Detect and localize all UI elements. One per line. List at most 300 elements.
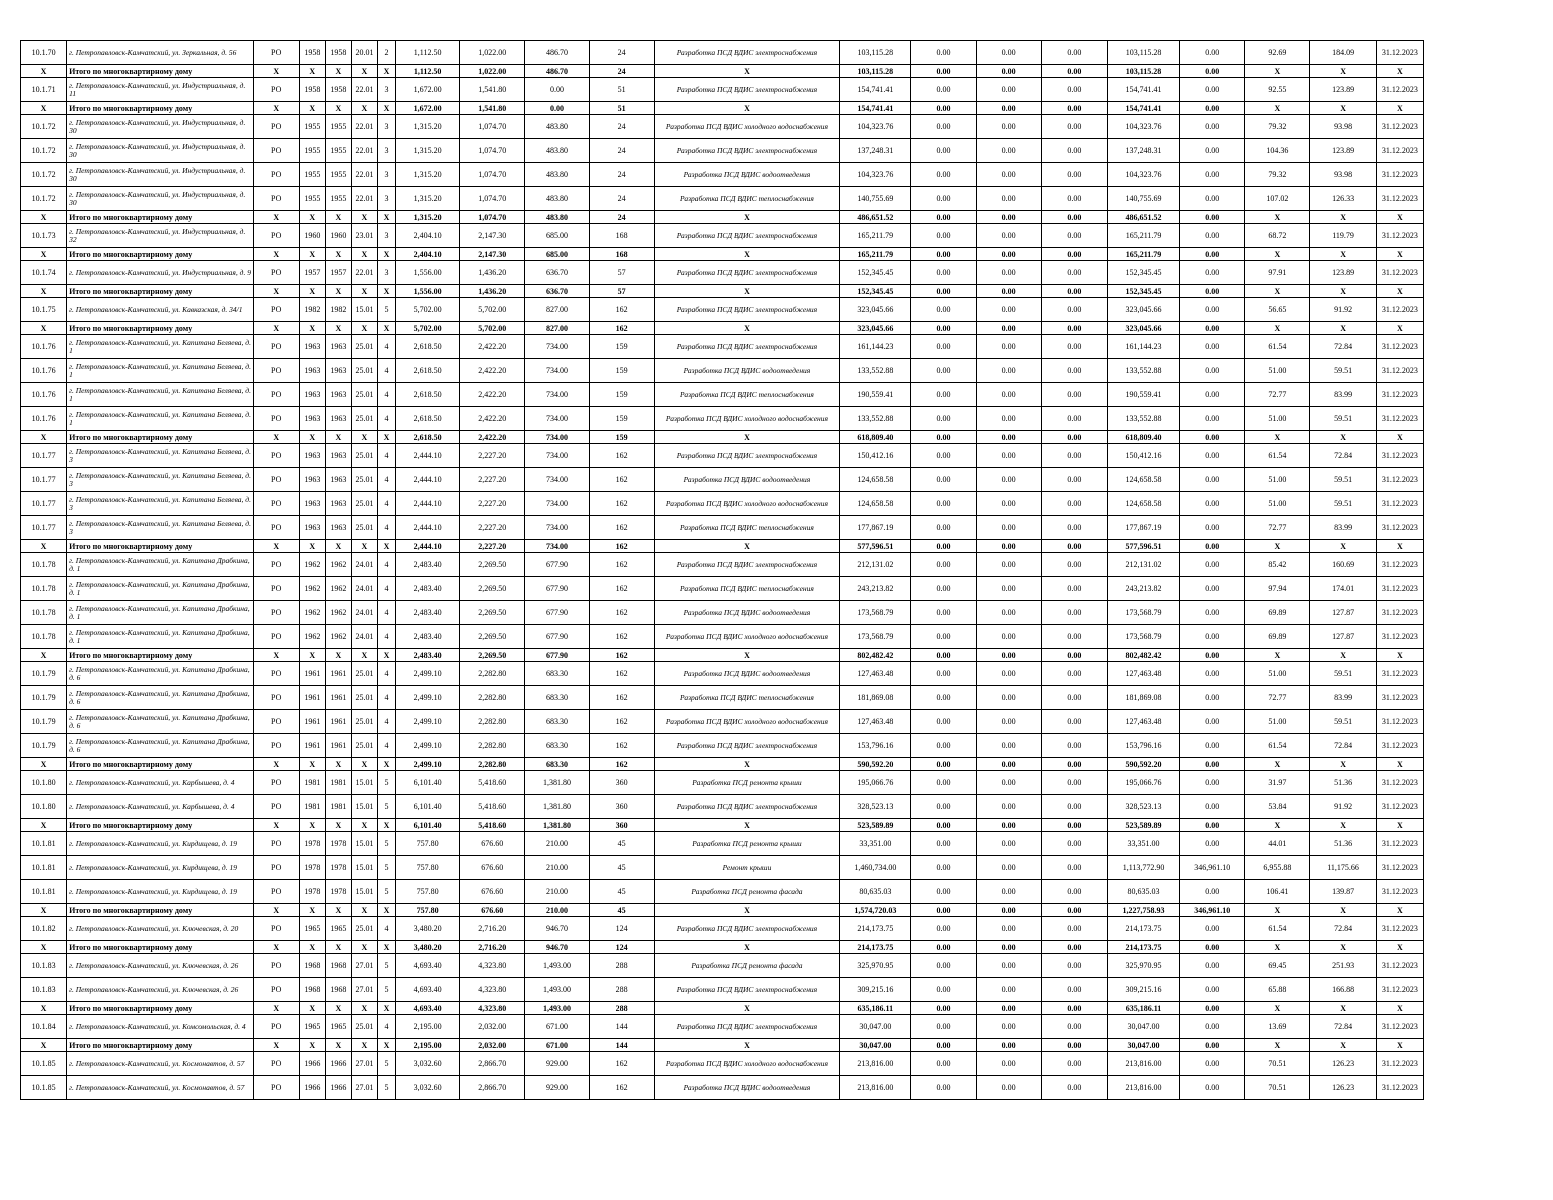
- cell-year-commissioned: 1957: [325, 261, 351, 285]
- cell-completion-date: 31.12.2023: [1376, 359, 1423, 383]
- cell-cost-federal: 0.00: [911, 78, 976, 102]
- cell-ownership-form: РО: [253, 601, 299, 625]
- cell-ownership-form: РО: [253, 335, 299, 359]
- cell-ownership-form: X: [253, 649, 299, 662]
- cell-year-commissioned: X: [325, 431, 351, 444]
- cell-cost-municipal: 0.00: [1041, 41, 1107, 65]
- cell-cost-other: 0.00: [1180, 65, 1245, 78]
- cell-completion-date: X: [1376, 322, 1423, 335]
- cell-common-area: 734.00: [525, 431, 589, 444]
- cell-cost-municipal: 0.00: [1041, 625, 1107, 649]
- cell-year-commissioned: 1963: [325, 407, 351, 431]
- table-row: [21, 335, 1424, 359]
- cell-floors: 4: [377, 710, 395, 734]
- cell-address: г. Петропавловск-Камчатский, ул. Карбышева, д. 4: [67, 771, 254, 795]
- cell-cost-owners: 152,345.45: [1107, 261, 1179, 285]
- cell-completion-date: 31.12.2023: [1376, 880, 1423, 904]
- cell-total-cost: 127,463.48: [840, 710, 911, 734]
- cell-address: Итого по многоквартирному дому: [67, 941, 254, 954]
- cell-work-type: Разработка ПСД ВДИС холодного водоснабжения: [654, 492, 840, 516]
- cell-ownership-form: РО: [253, 917, 299, 941]
- cell-address: Итого по многоквартирному дому: [67, 819, 254, 832]
- cell-cost-owners: 173,568.79: [1107, 625, 1179, 649]
- cell-address: г. Петропавловск-Камчатский, ул. Индустриальная, д. 30: [67, 187, 254, 211]
- cell-year-built: X: [299, 322, 325, 335]
- cell-wall-material: 25.01: [351, 492, 377, 516]
- cell-cost-municipal: 0.00: [1041, 1039, 1107, 1052]
- cell-cost-other: 0.00: [1180, 163, 1245, 187]
- cell-address: Итого по многоквартирному дому: [67, 649, 254, 662]
- cell-common-area: 734.00: [525, 335, 589, 359]
- cell-work-type: Разработка ПСД ВДИС холодного водоснабжения: [654, 407, 840, 431]
- cell-floors: 4: [377, 516, 395, 540]
- cell-max-unit-cost: 59.51: [1310, 359, 1376, 383]
- cell-row-number: 10.1.85: [21, 1076, 67, 1100]
- cell-year-built: 1955: [299, 115, 325, 139]
- cell-max-unit-cost: 126.23: [1310, 1052, 1376, 1076]
- cell-cost-owners: 133,552.88: [1107, 359, 1179, 383]
- cell-total-cost: 590,592.20: [840, 758, 911, 771]
- cell-cost-other: 0.00: [1180, 978, 1245, 1002]
- table-row: [21, 115, 1424, 139]
- cell-cost-other: 0.00: [1180, 211, 1245, 224]
- cell-year-built: 1957: [299, 261, 325, 285]
- cell-residents: 168: [589, 248, 654, 261]
- cell-cost-federal: 0.00: [911, 540, 976, 553]
- cell-floors: 4: [377, 383, 395, 407]
- cell-year-built: X: [299, 540, 325, 553]
- cell-cost-regional: 0.00: [976, 1002, 1041, 1015]
- cell-residents: 288: [589, 954, 654, 978]
- cell-total-cost: 103,115.28: [840, 41, 911, 65]
- cell-cost-regional: 0.00: [976, 954, 1041, 978]
- cell-residents: 162: [589, 577, 654, 601]
- cell-max-unit-cost: 251.93: [1310, 954, 1376, 978]
- cell-cost-other: 0.00: [1180, 41, 1245, 65]
- cell-cost-municipal: 0.00: [1041, 686, 1107, 710]
- cell-floors: 5: [377, 795, 395, 819]
- cell-common-area: 929.00: [525, 1052, 589, 1076]
- cell-year-built: X: [299, 1039, 325, 1052]
- cell-completion-date: 31.12.2023: [1376, 795, 1423, 819]
- cell-year-built: 1962: [299, 577, 325, 601]
- cell-cost-federal: 0.00: [911, 516, 976, 540]
- cell-cost-federal: 0.00: [911, 662, 976, 686]
- cell-cost-owners: 243,213.82: [1107, 577, 1179, 601]
- cell-floors: 4: [377, 407, 395, 431]
- cell-apartments-area: 5,702.00: [460, 298, 525, 322]
- cell-unit-cost: 72.77: [1245, 383, 1310, 407]
- cell-completion-date: 31.12.2023: [1376, 516, 1423, 540]
- cell-cost-other: 0.00: [1180, 431, 1245, 444]
- cell-cost-regional: 0.00: [976, 322, 1041, 335]
- cell-year-commissioned: X: [325, 540, 351, 553]
- cell-wall-material: X: [351, 248, 377, 261]
- table-row: [21, 795, 1424, 819]
- cell-cost-municipal: 0.00: [1041, 540, 1107, 553]
- cell-address: г. Петропавловск-Камчатский, ул. Ключевская, д. 26: [67, 978, 254, 1002]
- cell-residents: 360: [589, 819, 654, 832]
- cell-cost-federal: 0.00: [911, 224, 976, 248]
- cell-residents: 24: [589, 65, 654, 78]
- cell-total-area: 4,693.40: [396, 978, 460, 1002]
- cell-total-cost: 80,635.03: [840, 880, 911, 904]
- cell-completion-date: 31.12.2023: [1376, 115, 1423, 139]
- cell-wall-material: 22.01: [351, 78, 377, 102]
- cell-row-number: 10.1.75: [21, 298, 67, 322]
- cell-completion-date: 31.12.2023: [1376, 187, 1423, 211]
- cell-residents: 162: [589, 492, 654, 516]
- cell-year-built: X: [299, 102, 325, 115]
- cell-cost-regional: 0.00: [976, 904, 1041, 917]
- cell-apartments-area: 1,074.70: [460, 187, 525, 211]
- cell-unit-cost: X: [1245, 248, 1310, 261]
- cell-completion-date: 31.12.2023: [1376, 662, 1423, 686]
- cell-total-cost: 177,867.19: [840, 516, 911, 540]
- cell-common-area: 683.30: [525, 662, 589, 686]
- cell-cost-regional: 0.00: [976, 819, 1041, 832]
- cell-total-area: 2,618.50: [396, 359, 460, 383]
- cell-completion-date: X: [1376, 431, 1423, 444]
- cell-ownership-form: РО: [253, 407, 299, 431]
- cell-year-built: X: [299, 819, 325, 832]
- cell-cost-owners: 103,115.28: [1107, 41, 1179, 65]
- cell-total-area: 2,195.00: [396, 1039, 460, 1052]
- cell-floors: 4: [377, 601, 395, 625]
- cell-row-number: 10.1.78: [21, 601, 67, 625]
- cell-cost-owners: 190,559.41: [1107, 383, 1179, 407]
- cell-cost-municipal: 0.00: [1041, 941, 1107, 954]
- cell-common-area: 946.70: [525, 917, 589, 941]
- cell-cost-regional: 0.00: [976, 978, 1041, 1002]
- cell-completion-date: 31.12.2023: [1376, 601, 1423, 625]
- cell-wall-material: 22.01: [351, 187, 377, 211]
- cell-row-number: 10.1.78: [21, 577, 67, 601]
- cell-max-unit-cost: 83.99: [1310, 516, 1376, 540]
- cell-completion-date: 31.12.2023: [1376, 335, 1423, 359]
- cell-apartments-area: 5,702.00: [460, 322, 525, 335]
- cell-max-unit-cost: X: [1310, 322, 1376, 335]
- cell-year-commissioned: 1963: [325, 468, 351, 492]
- cell-address: г. Петропавловск-Камчатский, ул. Кирдищева, д. 19: [67, 880, 254, 904]
- cell-completion-date: 31.12.2023: [1376, 41, 1423, 65]
- cell-cost-other: 346,961.10: [1180, 904, 1245, 917]
- cell-wall-material: 25.01: [351, 335, 377, 359]
- cell-total-cost: 212,131.02: [840, 553, 911, 577]
- subtotal-row: [21, 285, 1424, 298]
- cell-wall-material: 23.01: [351, 224, 377, 248]
- cell-floors: X: [377, 211, 395, 224]
- cell-work-type: Разработка ПСД ВДИС холодного водоснабжения: [654, 625, 840, 649]
- cell-floors: 4: [377, 553, 395, 577]
- cell-cost-other: 0.00: [1180, 832, 1245, 856]
- cell-ownership-form: X: [253, 758, 299, 771]
- cell-residents: 162: [589, 468, 654, 492]
- cell-row-number: 10.1.79: [21, 662, 67, 686]
- cell-year-built: 1963: [299, 492, 325, 516]
- cell-cost-federal: 0.00: [911, 139, 976, 163]
- cell-residents: 159: [589, 359, 654, 383]
- cell-cost-regional: 0.00: [976, 163, 1041, 187]
- cell-cost-federal: 0.00: [911, 954, 976, 978]
- cell-apartments-area: 2,269.50: [460, 601, 525, 625]
- cell-apartments-area: 1,022.00: [460, 41, 525, 65]
- cell-residents: 162: [589, 734, 654, 758]
- cell-cost-regional: 0.00: [976, 431, 1041, 444]
- cell-unit-cost: 92.55: [1245, 78, 1310, 102]
- cell-total-cost: 140,755.69: [840, 187, 911, 211]
- cell-common-area: 685.00: [525, 248, 589, 261]
- cell-year-built: 1966: [299, 1076, 325, 1100]
- cell-row-number: 10.1.83: [21, 954, 67, 978]
- cell-floors: 3: [377, 261, 395, 285]
- cell-row-number: 10.1.85: [21, 1052, 67, 1076]
- table-row: [21, 601, 1424, 625]
- cell-floors: 4: [377, 662, 395, 686]
- cell-completion-date: X: [1376, 649, 1423, 662]
- subtotal-row: [21, 248, 1424, 261]
- cell-cost-owners: 140,755.69: [1107, 187, 1179, 211]
- cell-address: Итого по многоквартирному дому: [67, 904, 254, 917]
- cell-total-area: 2,404.10: [396, 248, 460, 261]
- cell-wall-material: 15.01: [351, 880, 377, 904]
- cell-work-type: Разработка ПСД ВДИС водоотведения: [654, 662, 840, 686]
- cell-residents: 24: [589, 163, 654, 187]
- table-row: [21, 771, 1424, 795]
- cell-total-cost: 33,351.00: [840, 832, 911, 856]
- cell-cost-other: 0.00: [1180, 1076, 1245, 1100]
- cell-cost-regional: 0.00: [976, 662, 1041, 686]
- cell-floors: 5: [377, 856, 395, 880]
- cell-unit-cost: 6,955.88: [1245, 856, 1310, 880]
- cell-year-built: 1961: [299, 686, 325, 710]
- cell-cost-municipal: 0.00: [1041, 553, 1107, 577]
- cell-floors: X: [377, 102, 395, 115]
- cell-floors: 4: [377, 359, 395, 383]
- cell-address: г. Петропавловск-Камчатский, ул. Индустриальная, д. 11: [67, 78, 254, 102]
- cell-ownership-form: РО: [253, 625, 299, 649]
- cell-cost-regional: 0.00: [976, 734, 1041, 758]
- cell-residents: 24: [589, 115, 654, 139]
- cell-total-cost: 150,412.16: [840, 444, 911, 468]
- cell-max-unit-cost: 123.89: [1310, 139, 1376, 163]
- cell-total-area: 1,112.50: [396, 65, 460, 78]
- cell-cost-regional: 0.00: [976, 553, 1041, 577]
- cell-cost-owners: 154,741.41: [1107, 78, 1179, 102]
- cell-cost-owners: 153,796.16: [1107, 734, 1179, 758]
- cell-residents: 360: [589, 771, 654, 795]
- cell-floors: X: [377, 819, 395, 832]
- cell-completion-date: X: [1376, 285, 1423, 298]
- cell-floors: 4: [377, 734, 395, 758]
- cell-work-type: X: [654, 758, 840, 771]
- cell-cost-regional: 0.00: [976, 444, 1041, 468]
- cell-completion-date: 31.12.2023: [1376, 577, 1423, 601]
- cell-work-type: X: [654, 248, 840, 261]
- cell-work-type: Разработка ПСД ВДИС электроснабжения: [654, 917, 840, 941]
- subtotal-row: [21, 649, 1424, 662]
- cell-cost-other: 0.00: [1180, 917, 1245, 941]
- cell-ownership-form: РО: [253, 686, 299, 710]
- cell-year-commissioned: 1978: [325, 880, 351, 904]
- cell-year-built: 1961: [299, 710, 325, 734]
- cell-work-type: X: [654, 322, 840, 335]
- cell-completion-date: 31.12.2023: [1376, 710, 1423, 734]
- cell-total-cost: 152,345.45: [840, 261, 911, 285]
- cell-cost-federal: 0.00: [911, 625, 976, 649]
- cell-unit-cost: 13.69: [1245, 1015, 1310, 1039]
- cell-address: г. Петропавловск-Камчатский, ул. Капитана Драбкина, д. 6: [67, 734, 254, 758]
- cell-completion-date: 31.12.2023: [1376, 261, 1423, 285]
- table-row: [21, 832, 1424, 856]
- cell-total-cost: 103,115.28: [840, 65, 911, 78]
- cell-cost-regional: 0.00: [976, 1076, 1041, 1100]
- cell-year-built: X: [299, 248, 325, 261]
- cell-cost-federal: 0.00: [911, 115, 976, 139]
- cell-unit-cost: X: [1245, 102, 1310, 115]
- cell-floors: 5: [377, 1052, 395, 1076]
- cell-residents: 162: [589, 601, 654, 625]
- cell-address: г. Петропавловск-Камчатский, ул. Индустриальная, д. 30: [67, 115, 254, 139]
- cell-work-type: Разработка ПСД ВДИС электроснабжения: [654, 1015, 840, 1039]
- cell-year-commissioned: 1965: [325, 917, 351, 941]
- cell-cost-federal: 0.00: [911, 444, 976, 468]
- cell-common-area: 685.00: [525, 224, 589, 248]
- cell-year-built: 1961: [299, 734, 325, 758]
- cell-total-area: 2,618.50: [396, 383, 460, 407]
- cell-floors: X: [377, 1002, 395, 1015]
- cell-total-cost: 127,463.48: [840, 662, 911, 686]
- cell-cost-municipal: 0.00: [1041, 78, 1107, 102]
- cell-address: г. Петропавловск-Камчатский, ул. Капитана Беляева, д. 1: [67, 383, 254, 407]
- cell-address: г. Петропавловск-Камчатский, ул. Зеркальная, д. 56: [67, 41, 254, 65]
- cell-cost-other: 0.00: [1180, 710, 1245, 734]
- cell-row-number: X: [21, 819, 67, 832]
- cell-cost-owners: 214,173.75: [1107, 917, 1179, 941]
- cell-row-number: X: [21, 248, 67, 261]
- cell-year-commissioned: 1963: [325, 359, 351, 383]
- cell-cost-federal: 0.00: [911, 1076, 976, 1100]
- cell-cost-other: 0.00: [1180, 468, 1245, 492]
- cell-year-commissioned: 1955: [325, 163, 351, 187]
- cell-total-area: 3,032.60: [396, 1076, 460, 1100]
- cell-max-unit-cost: 119.79: [1310, 224, 1376, 248]
- cell-common-area: 683.30: [525, 686, 589, 710]
- cell-floors: 4: [377, 917, 395, 941]
- cell-residents: 144: [589, 1015, 654, 1039]
- cell-cost-regional: 0.00: [976, 211, 1041, 224]
- cell-max-unit-cost: X: [1310, 941, 1376, 954]
- cell-residents: 162: [589, 625, 654, 649]
- cell-cost-federal: 0.00: [911, 649, 976, 662]
- cell-common-area: 734.00: [525, 444, 589, 468]
- cell-residents: 124: [589, 941, 654, 954]
- cell-completion-date: 31.12.2023: [1376, 468, 1423, 492]
- cell-year-built: X: [299, 1002, 325, 1015]
- cell-unit-cost: X: [1245, 322, 1310, 335]
- cell-completion-date: 31.12.2023: [1376, 856, 1423, 880]
- cell-wall-material: 15.01: [351, 795, 377, 819]
- cell-floors: 5: [377, 880, 395, 904]
- cell-cost-federal: 0.00: [911, 904, 976, 917]
- cell-cost-regional: 0.00: [976, 832, 1041, 856]
- cell-total-area: 1,112.50: [396, 41, 460, 65]
- cell-work-type: Ремонт крыши: [654, 856, 840, 880]
- cell-total-area: 4,693.40: [396, 1002, 460, 1015]
- cell-floors: 4: [377, 577, 395, 601]
- cell-cost-regional: 0.00: [976, 1015, 1041, 1039]
- table-row: [21, 686, 1424, 710]
- cell-max-unit-cost: 51.36: [1310, 771, 1376, 795]
- cell-address: г. Петропавловск-Камчатский, ул. Капитана Беляева, д. 1: [67, 335, 254, 359]
- cell-wall-material: 25.01: [351, 407, 377, 431]
- cell-year-commissioned: 1958: [325, 41, 351, 65]
- cell-apartments-area: 5,418.60: [460, 795, 525, 819]
- cell-cost-regional: 0.00: [976, 625, 1041, 649]
- cell-unit-cost: 69.45: [1245, 954, 1310, 978]
- cell-row-number: 10.1.77: [21, 468, 67, 492]
- cell-unit-cost: 61.54: [1245, 734, 1310, 758]
- cell-cost-owners: 635,186.11: [1107, 1002, 1179, 1015]
- cell-completion-date: X: [1376, 941, 1423, 954]
- cell-address: г. Петропавловск-Камчатский, ул. Капитана Беляева, д. 1: [67, 359, 254, 383]
- cell-residents: 45: [589, 832, 654, 856]
- cell-total-cost: 133,552.88: [840, 407, 911, 431]
- cell-residents: 162: [589, 516, 654, 540]
- cell-cost-owners: 33,351.00: [1107, 832, 1179, 856]
- cell-year-commissioned: X: [325, 248, 351, 261]
- cell-cost-federal: 0.00: [911, 577, 976, 601]
- cell-apartments-area: 676.60: [460, 856, 525, 880]
- cell-unit-cost: 51.00: [1245, 359, 1310, 383]
- cell-floors: 2: [377, 41, 395, 65]
- cell-year-built: 1955: [299, 139, 325, 163]
- cell-wall-material: X: [351, 819, 377, 832]
- cell-cost-federal: 0.00: [911, 734, 976, 758]
- cell-cost-other: 0.00: [1180, 78, 1245, 102]
- cell-total-area: 2,618.50: [396, 431, 460, 444]
- cell-cost-municipal: 0.00: [1041, 1002, 1107, 1015]
- cell-year-commissioned: 1962: [325, 601, 351, 625]
- table-row: [21, 1076, 1424, 1100]
- cell-completion-date: X: [1376, 65, 1423, 78]
- cell-total-area: 1,315.20: [396, 139, 460, 163]
- cell-floors: X: [377, 248, 395, 261]
- table-row: [21, 954, 1424, 978]
- cell-apartments-area: 2,227.20: [460, 516, 525, 540]
- cell-completion-date: 31.12.2023: [1376, 978, 1423, 1002]
- cell-apartments-area: 4,323.80: [460, 954, 525, 978]
- cell-completion-date: 31.12.2023: [1376, 1076, 1423, 1100]
- cell-max-unit-cost: X: [1310, 211, 1376, 224]
- cell-year-built: 1963: [299, 444, 325, 468]
- table-row: [21, 359, 1424, 383]
- cell-total-cost: 1,574,720.03: [840, 904, 911, 917]
- cell-cost-other: 0.00: [1180, 734, 1245, 758]
- cell-max-unit-cost: X: [1310, 285, 1376, 298]
- cell-floors: X: [377, 322, 395, 335]
- cell-apartments-area: 1,074.70: [460, 139, 525, 163]
- cell-cost-municipal: 0.00: [1041, 139, 1107, 163]
- cell-floors: 5: [377, 832, 395, 856]
- table-row: [21, 553, 1424, 577]
- cell-unit-cost: 79.32: [1245, 115, 1310, 139]
- cell-residents: 168: [589, 224, 654, 248]
- cell-cost-owners: 323,045.66: [1107, 322, 1179, 335]
- cell-cost-federal: 0.00: [911, 383, 976, 407]
- cell-address: г. Петропавловск-Камчатский, ул. Индустриальная, д. 30: [67, 163, 254, 187]
- cell-total-cost: 137,248.31: [840, 139, 911, 163]
